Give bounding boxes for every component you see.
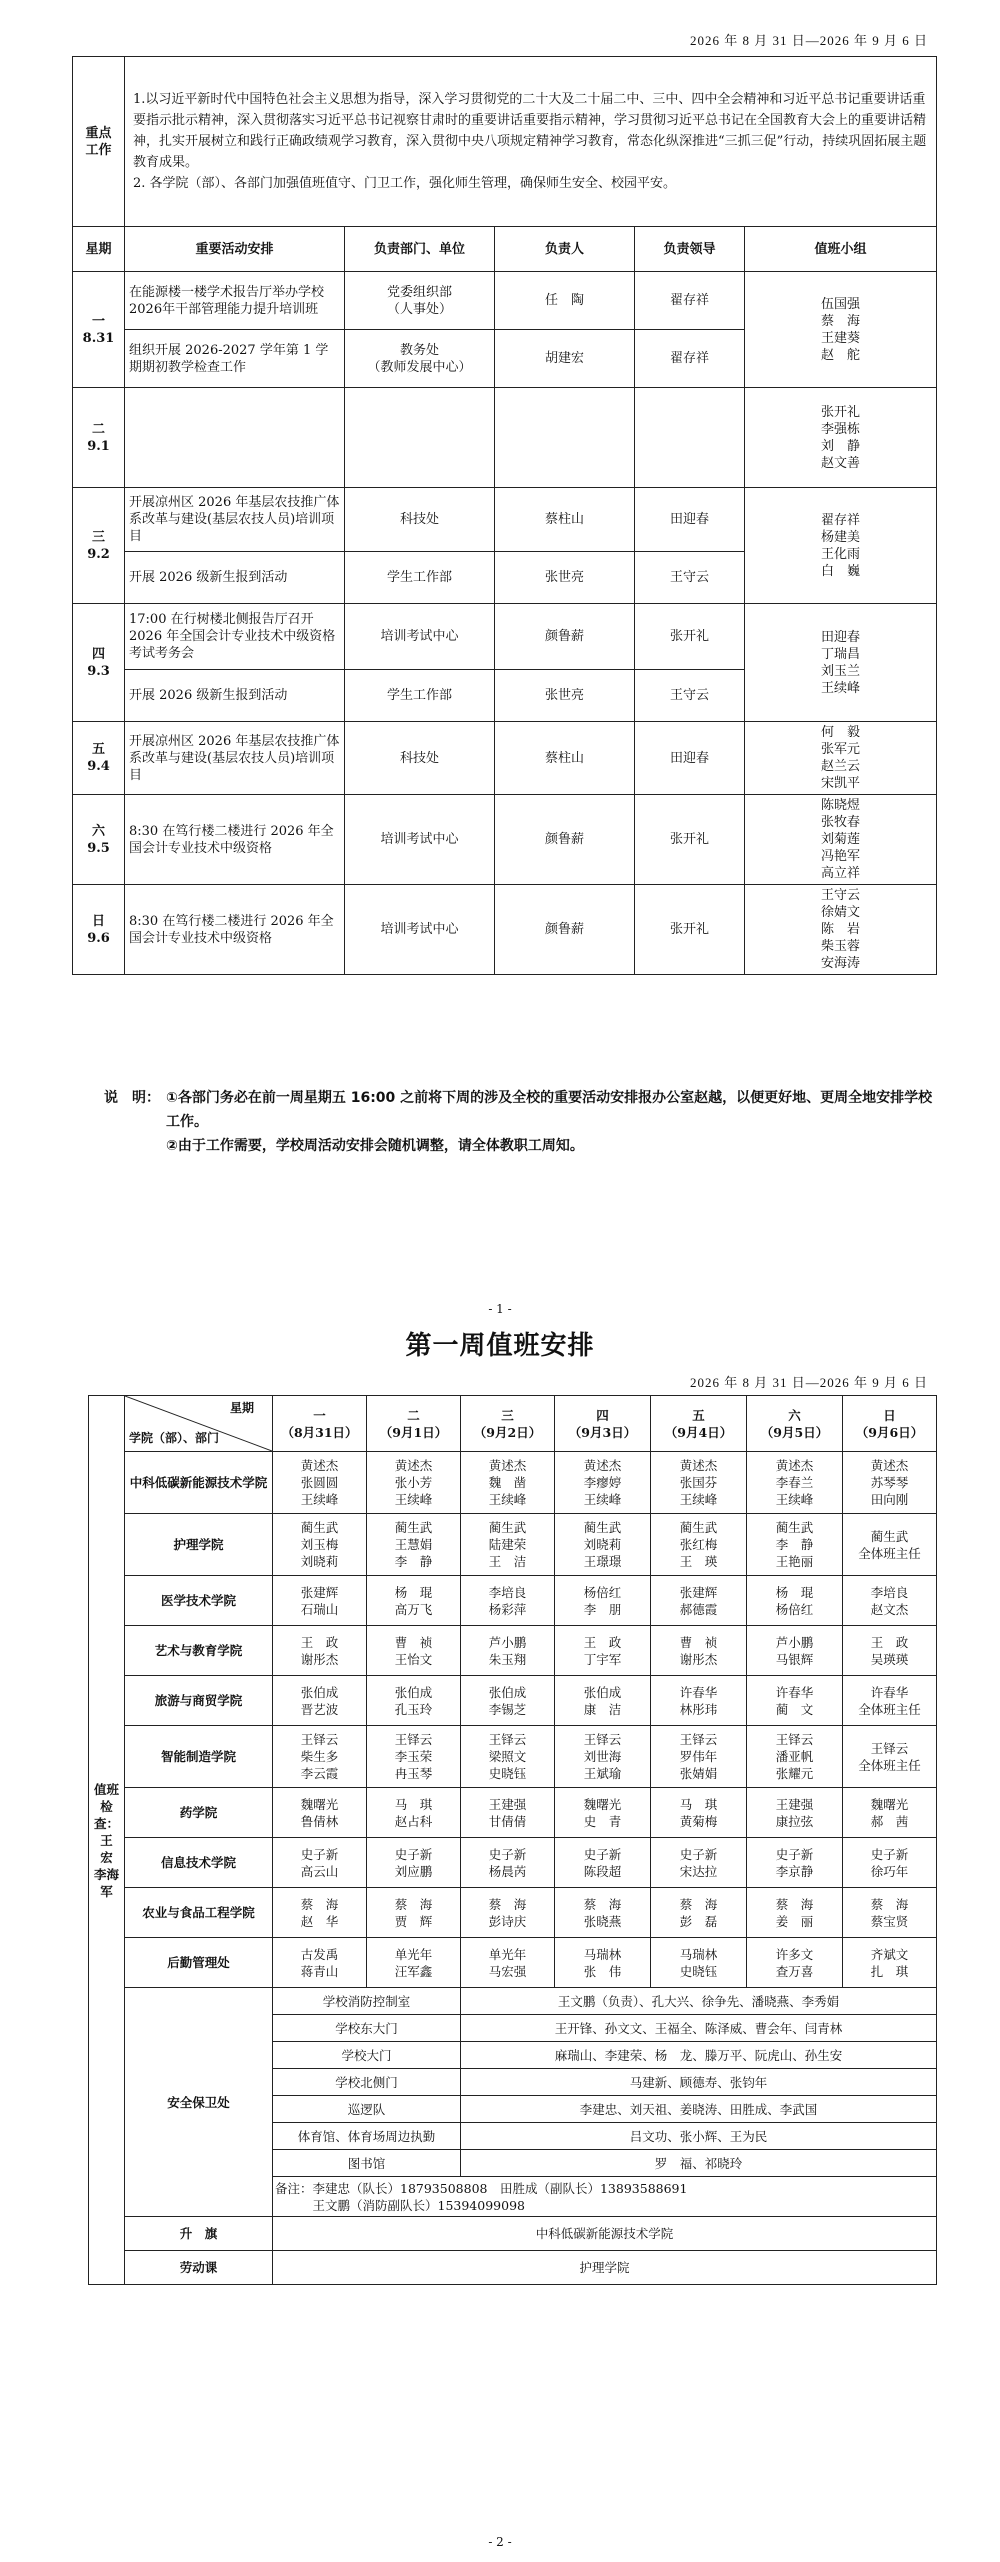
duty-cell: 魏曙光 郝 茜 bbox=[843, 1788, 937, 1838]
header-activity: 重要活动安排 bbox=[125, 227, 345, 272]
activity-text: 17:00 在行树楼北侧报告厅召开 2026 年全国会计专业技术中级资格考试考务会 bbox=[125, 604, 345, 670]
duty-cell: 魏曙光 鲁倩林 bbox=[273, 1788, 367, 1838]
duty-cell: 张伯成 康 洁 bbox=[555, 1676, 651, 1726]
labor-class-row bbox=[89, 2251, 937, 2285]
page1-date-range: 2026 年 8 月 31 日—2026 年 9 月 6 日 bbox=[689, 33, 928, 48]
duty-cell: 史子新 刘应鹏 bbox=[367, 1838, 461, 1888]
duty-cell: 蔡 海 彭诗庆 bbox=[461, 1888, 555, 1938]
activity-row bbox=[73, 272, 937, 330]
duty-cell: 张建辉 郝德霞 bbox=[651, 1576, 747, 1626]
duty-cell: 王 政 吴瑛瑛 bbox=[843, 1626, 937, 1676]
person-cell: 张世亮 bbox=[495, 552, 635, 604]
activity-row bbox=[73, 488, 937, 552]
security-post-staff: 王开锋、孙文文、王福全、陈泽威、曹会年、闫青林 bbox=[461, 2015, 937, 2042]
duty-cell: 蔡 海 姜 丽 bbox=[747, 1888, 843, 1938]
dept-name: 艺术与教育学院 bbox=[125, 1626, 273, 1676]
duty-cell: 李培良 杨彩萍 bbox=[461, 1576, 555, 1626]
duty-group-cell: 伍国强 蔡 海 王建葵 赵 舵 bbox=[745, 272, 937, 388]
duty-cell: 黄述杰 李春兰 王续峰 bbox=[747, 1452, 843, 1514]
security-post-staff: 李建忠、刘天祖、姜晓涛、田胜成、李武国 bbox=[461, 2096, 937, 2123]
header-dept: 负责部门、单位 bbox=[345, 227, 495, 272]
duty-schedule-table bbox=[88, 1395, 937, 2285]
duty-header-row bbox=[89, 1396, 937, 1452]
person-cell: 任 陶 bbox=[495, 272, 635, 330]
flag-raising-label: 升 旗 bbox=[125, 2217, 273, 2251]
dept-cell: 培训考试中心 bbox=[345, 795, 495, 885]
person-cell: 张世亮 bbox=[495, 670, 635, 722]
header-person: 负责人 bbox=[495, 227, 635, 272]
duty-cell: 蔺生武 刘玉梅 刘晓莉 bbox=[273, 1514, 367, 1576]
duty-cell: 史子新 徐巧年 bbox=[843, 1838, 937, 1888]
day-cell: 日 9.6 bbox=[73, 885, 125, 975]
day-cell: 二 9.1 bbox=[73, 388, 125, 488]
header-leader: 负责领导 bbox=[635, 227, 745, 272]
labor-class-value: 护理学院 bbox=[273, 2251, 937, 2285]
dept-cell bbox=[345, 388, 495, 488]
duty-row bbox=[89, 1838, 937, 1888]
header-day: 星期 bbox=[73, 227, 125, 272]
activity-row bbox=[73, 388, 937, 488]
day-header: 四 （9月3日） bbox=[555, 1396, 651, 1452]
duty-cell: 蔡 海 赵 华 bbox=[273, 1888, 367, 1938]
duty-cell: 马 琪 黄菊梅 bbox=[651, 1788, 747, 1838]
security-remark: 备注：李建忠（队长）18793508808 田胜成（副队长）13893588691 王文鹏（消防副队长）15394099098 bbox=[273, 2177, 937, 2217]
duty-cell: 王建强 甘倩倩 bbox=[461, 1788, 555, 1838]
duty-cell: 张伯成 李锡芝 bbox=[461, 1676, 555, 1726]
dept-cell: 科技处 bbox=[345, 488, 495, 552]
duty-cell: 曹 祯 谢彤杰 bbox=[651, 1626, 747, 1676]
corner-header bbox=[125, 1396, 273, 1452]
person-cell: 颜鲁薪 bbox=[495, 795, 635, 885]
activity-text bbox=[125, 388, 345, 488]
duty-cell: 黄述杰 李瘳婷 王续峰 bbox=[555, 1452, 651, 1514]
dept-cell: 教务处 （教师发展中心） bbox=[345, 330, 495, 388]
leader-cell bbox=[635, 388, 745, 488]
duty-cell: 黄述杰 苏琴琴 田向刚 bbox=[843, 1452, 937, 1514]
dept-cell: 科技处 bbox=[345, 722, 495, 795]
weekly-activity-table bbox=[72, 56, 937, 975]
leader-cell: 王守云 bbox=[635, 670, 745, 722]
duty-cell: 王铎云 全体班主任 bbox=[843, 1726, 937, 1788]
leader-cell: 田迎春 bbox=[635, 722, 745, 795]
duty-cell: 蔺生武 张红梅 王 瑛 bbox=[651, 1514, 747, 1576]
duty-cell: 李培良 赵文杰 bbox=[843, 1576, 937, 1626]
duty-cell: 黄述杰 魏 凿 王续峰 bbox=[461, 1452, 555, 1514]
duty-cell: 许多文 查万喜 bbox=[747, 1938, 843, 1988]
security-post-label: 体育馆、体育场周边执勤 bbox=[273, 2123, 461, 2150]
duty-cell: 蔺生武 陆建荣 王 洁 bbox=[461, 1514, 555, 1576]
duty-cell: 史子新 杨晨芮 bbox=[461, 1838, 555, 1888]
security-post-staff: 王文鹏（负责）、孔大兴、徐争先、潘晓燕、李秀娟 bbox=[461, 1988, 937, 2015]
duty-cell: 马 琪 赵占科 bbox=[367, 1788, 461, 1838]
day-header: 日 （9月6日） bbox=[843, 1396, 937, 1452]
duty-cell: 曹 祯 王怡文 bbox=[367, 1626, 461, 1676]
leader-cell: 张开礼 bbox=[635, 885, 745, 975]
duty-cell: 蔺生武 王慧娟 李 静 bbox=[367, 1514, 461, 1576]
dept-name: 后勤管理处 bbox=[125, 1938, 273, 1988]
dept-name: 药学院 bbox=[125, 1788, 273, 1838]
duty-cell: 王铎云 梁照文 史晓钰 bbox=[461, 1726, 555, 1788]
duty-row bbox=[89, 1788, 937, 1838]
duty-row bbox=[89, 1726, 937, 1788]
day-header: 一 （8月31日） bbox=[273, 1396, 367, 1452]
page1-number: - 1 - bbox=[488, 1302, 512, 1316]
activity-text: 开展 2026 级新生报到活动 bbox=[125, 552, 345, 604]
duty-cell: 张建辉 石瑞山 bbox=[273, 1576, 367, 1626]
duty-cell: 蔡 海 贾 辉 bbox=[367, 1888, 461, 1938]
duty-cell: 黄述杰 张国芬 王续峰 bbox=[651, 1452, 747, 1514]
header-duty-group: 值班小组 bbox=[745, 227, 937, 272]
leader-cell: 张开礼 bbox=[635, 604, 745, 670]
duty-group-cell: 王守云 徐婧文 陈 岩 柴玉蓉 安海涛 bbox=[745, 885, 937, 975]
duty-cell: 史子新 陈段超 bbox=[555, 1838, 651, 1888]
duty-row bbox=[89, 1514, 937, 1576]
day-cell: 三 9.2 bbox=[73, 488, 125, 604]
dept-cell: 培训考试中心 bbox=[345, 604, 495, 670]
duty-row bbox=[89, 1676, 937, 1726]
dept-name: 农业与食品工程学院 bbox=[125, 1888, 273, 1938]
duty-cell: 黄述杰 张圆圆 王续峰 bbox=[273, 1452, 367, 1514]
dept-name: 旅游与商贸学院 bbox=[125, 1676, 273, 1726]
person-cell: 蔡柱山 bbox=[495, 722, 635, 795]
duty-cell: 蔺生武 全体班主任 bbox=[843, 1514, 937, 1576]
duty-cell: 蔺生武 李 静 王艳丽 bbox=[747, 1514, 843, 1576]
duty-cell: 史子新 李京静 bbox=[747, 1838, 843, 1888]
leader-cell: 田迎春 bbox=[635, 488, 745, 552]
focus-work-label: 重点 工作 bbox=[73, 57, 125, 227]
page2-number: - 2 - bbox=[488, 2535, 512, 2549]
duty-cell: 蔡 海 蔡宝贤 bbox=[843, 1888, 937, 1938]
duty-cell: 王铎云 刘世海 王斌瑜 bbox=[555, 1726, 651, 1788]
security-dept-name: 安全保卫处 bbox=[125, 1988, 273, 2217]
activity-text: 8:30 在笃行楼二楼进行 2026 年全国会计专业技术中级资格 bbox=[125, 885, 345, 975]
focus-work-text: 1.以习近平新时代中国特色社会主义思想为指导，深入学习贯彻党的二十大及二十届二中、三中、四中全会精神和习近平总书记重要讲话重要指示批示精神，深入贯彻落实习近平总书记视察甘肃时的重要讲话重要指示精神，学习贯彻习近平总书记在全国教育大会上的重要讲话精神，扎实开展树立和践行正确政绩观学习教育，深入贯彻中央八项规定精神学习教育，常态化纵深推进“三抓三促”行动，持续巩固拓展主题教育成果。 2. 各学院（部）、各部门加强值班值守、门卫工作，强化师生管理，确保师生安全、校园平安。 bbox=[125, 57, 937, 227]
day-cell: 六 9.5 bbox=[73, 795, 125, 885]
duty-cell: 王铎云 潘亚帆 张耀元 bbox=[747, 1726, 843, 1788]
activity-row bbox=[73, 604, 937, 670]
security-post-staff: 吕文功、张小辉、王为民 bbox=[461, 2123, 937, 2150]
day-header: 五 （9月4日） bbox=[651, 1396, 747, 1452]
activity-text: 组织开展 2026-2027 学年第 1 学期期初教学检查工作 bbox=[125, 330, 345, 388]
duty-cell: 张伯成 晋艺波 bbox=[273, 1676, 367, 1726]
security-post-staff: 马建新、顾德寿、张钧年 bbox=[461, 2069, 937, 2096]
page2-date-range: 2026 年 8 月 31 日—2026 年 9 月 6 日 bbox=[689, 1375, 928, 1390]
flag-raising-row bbox=[89, 2217, 937, 2251]
flag-raising-value: 中科低碳新能源技术学院 bbox=[273, 2217, 937, 2251]
duty-cell: 王铎云 李玉荣 冉玉琴 bbox=[367, 1726, 461, 1788]
activity-text: 开展 2026 级新生报到活动 bbox=[125, 670, 345, 722]
duty-cell: 王建强 康拉弦 bbox=[747, 1788, 843, 1838]
duty-cell: 古发禹 蒋青山 bbox=[273, 1938, 367, 1988]
security-post-staff: 麻瑞山、李建荣、杨 龙、滕万平、阮虎山、孙生安 bbox=[461, 2042, 937, 2069]
security-post-staff: 罗 福、祁晓玲 bbox=[461, 2150, 937, 2177]
security-row bbox=[89, 1988, 937, 2015]
person-cell: 胡建宏 bbox=[495, 330, 635, 388]
duty-cell: 许春华 全体班主任 bbox=[843, 1676, 937, 1726]
duty-row bbox=[89, 1452, 937, 1514]
duty-group-cell: 田迎春 丁瑞昌 刘玉兰 王续峰 bbox=[745, 604, 937, 722]
duty-cell: 蔡 海 张晓燕 bbox=[555, 1888, 651, 1938]
day-cell: 一 8.31 bbox=[73, 272, 125, 388]
corner-top-label: 星期 bbox=[229, 1401, 254, 1415]
duty-row bbox=[89, 1888, 937, 1938]
corner-bottom-label: 学院（部）、部门 bbox=[129, 1431, 220, 1445]
labor-class-label: 劳动课 bbox=[125, 2251, 273, 2285]
security-post-label: 图书馆 bbox=[273, 2150, 461, 2177]
duty-cell: 王 政 丁宇军 bbox=[555, 1626, 651, 1676]
security-post-label: 学校消防控制室 bbox=[273, 1988, 461, 2015]
dept-name: 智能制造学院 bbox=[125, 1726, 273, 1788]
duty-cell: 张伯成 孔玉玲 bbox=[367, 1676, 461, 1726]
duty-row bbox=[89, 1576, 937, 1626]
day-header: 三 （9月2日） bbox=[461, 1396, 555, 1452]
duty-cell: 马瑞林 史晓钰 bbox=[651, 1938, 747, 1988]
notes-section bbox=[104, 1086, 944, 1158]
activity-text: 开展凉州区 2026 年基层农技推广体系改革与建设(基层农技人员)培训项目 bbox=[125, 488, 345, 552]
activity-text: 在能源楼一楼学术报告厅举办学校2026年干部管理能力提升培训班 bbox=[125, 272, 345, 330]
duty-cell: 许春华 林彤玮 bbox=[651, 1676, 747, 1726]
security-post-label: 学校北侧门 bbox=[273, 2069, 461, 2096]
security-post-label: 巡逻队 bbox=[273, 2096, 461, 2123]
duty-cell: 马瑞林 张 伟 bbox=[555, 1938, 651, 1988]
duty-cell: 王铎云 罗伟年 张婧娟 bbox=[651, 1726, 747, 1788]
activity-text: 8:30 在笃行楼二楼进行 2026 年全国会计专业技术中级资格 bbox=[125, 795, 345, 885]
person-cell bbox=[495, 388, 635, 488]
duty-row bbox=[89, 1626, 937, 1676]
table-header-row bbox=[73, 227, 937, 272]
day-cell: 四 9.3 bbox=[73, 604, 125, 722]
day-header: 六 （9月5日） bbox=[747, 1396, 843, 1452]
dept-name: 中科低碳新能源技术学院 bbox=[125, 1452, 273, 1514]
duty-cell: 齐斌文 扎 琪 bbox=[843, 1938, 937, 1988]
notes-label: 说 明： bbox=[104, 1090, 160, 1106]
duty-cell: 杨倍红 李 朋 bbox=[555, 1576, 651, 1626]
dept-cell: 党委组织部 （人事处） bbox=[345, 272, 495, 330]
leader-cell: 翟存祥 bbox=[635, 330, 745, 388]
duty-cell: 杨 琨 杨倍红 bbox=[747, 1576, 843, 1626]
duty-group-cell: 张开礼 李强栋 刘 静 赵文善 bbox=[745, 388, 937, 488]
note-1: ①各部门务必在前一周星期五 16:00 之前将下周的涉及全校的重要活动安排报办公室赵越，以便更好地、更周全地安排学校工作。 bbox=[166, 1090, 933, 1130]
duty-group-cell: 翟存祥 杨建美 王化雨 白 巍 bbox=[745, 488, 937, 604]
duty-schedule-title: 第一周值班安排 bbox=[405, 1331, 595, 1361]
dept-cell: 学生工作部 bbox=[345, 552, 495, 604]
duty-cell: 史子新 高云山 bbox=[273, 1838, 367, 1888]
dept-name: 信息技术学院 bbox=[125, 1838, 273, 1888]
duty-cell: 蔡 海 彭 磊 bbox=[651, 1888, 747, 1938]
leader-cell: 翟存祥 bbox=[635, 272, 745, 330]
day-header: 二 （9月1日） bbox=[367, 1396, 461, 1452]
duty-cell: 王铎云 柴生多 李云霞 bbox=[273, 1726, 367, 1788]
dept-name: 医学技术学院 bbox=[125, 1576, 273, 1626]
dept-name: 护理学院 bbox=[125, 1514, 273, 1576]
duty-cell: 许春华 蔺 文 bbox=[747, 1676, 843, 1726]
duty-row bbox=[89, 1938, 937, 1988]
person-cell: 蔡柱山 bbox=[495, 488, 635, 552]
day-cell: 五 9.4 bbox=[73, 722, 125, 795]
duty-cell: 王 政 谢彤杰 bbox=[273, 1626, 367, 1676]
duty-cell: 魏曙光 史 青 bbox=[555, 1788, 651, 1838]
duty-cell: 单光年 汪军鑫 bbox=[367, 1938, 461, 1988]
duty-cell: 蔺生武 刘晓莉 王璟璟 bbox=[555, 1514, 651, 1576]
leader-cell: 张开礼 bbox=[635, 795, 745, 885]
duty-cell: 芦小鹏 马银辉 bbox=[747, 1626, 843, 1676]
note-2: ②由于工作需要，学校周活动安排会随机调整，请全体教职工周知。 bbox=[166, 1138, 584, 1154]
activity-row bbox=[73, 722, 937, 795]
activity-row bbox=[73, 885, 937, 975]
activity-text: 开展凉州区 2026 年基层农技推广体系改革与建设(基层农技人员)培训项目 bbox=[125, 722, 345, 795]
security-post-label: 学校东大门 bbox=[273, 2015, 461, 2042]
activity-row bbox=[73, 795, 937, 885]
security-post-label: 学校大门 bbox=[273, 2042, 461, 2069]
dept-cell: 学生工作部 bbox=[345, 670, 495, 722]
duty-cell: 杨 琨 高万飞 bbox=[367, 1576, 461, 1626]
person-cell: 颜鲁薪 bbox=[495, 604, 635, 670]
duty-cell: 单光年 马宏强 bbox=[461, 1938, 555, 1988]
duty-cell: 黄述杰 张小芳 王续峰 bbox=[367, 1452, 461, 1514]
duty-cell: 史子新 宋达拉 bbox=[651, 1838, 747, 1888]
dept-cell: 培训考试中心 bbox=[345, 885, 495, 975]
duty-group-cell: 何 毅 张军元 赵兰云 宋凯平 bbox=[745, 722, 937, 795]
person-cell: 颜鲁薪 bbox=[495, 885, 635, 975]
duty-cell: 芦小鹏 朱玉翔 bbox=[461, 1626, 555, 1676]
leader-cell: 王守云 bbox=[635, 552, 745, 604]
duty-group-cell: 陈晓煜 张牧春 刘菊莲 冯艳军 高立祥 bbox=[745, 795, 937, 885]
inspection-cell: 值班 检查： 王 宏 李海军 bbox=[89, 1396, 125, 2285]
